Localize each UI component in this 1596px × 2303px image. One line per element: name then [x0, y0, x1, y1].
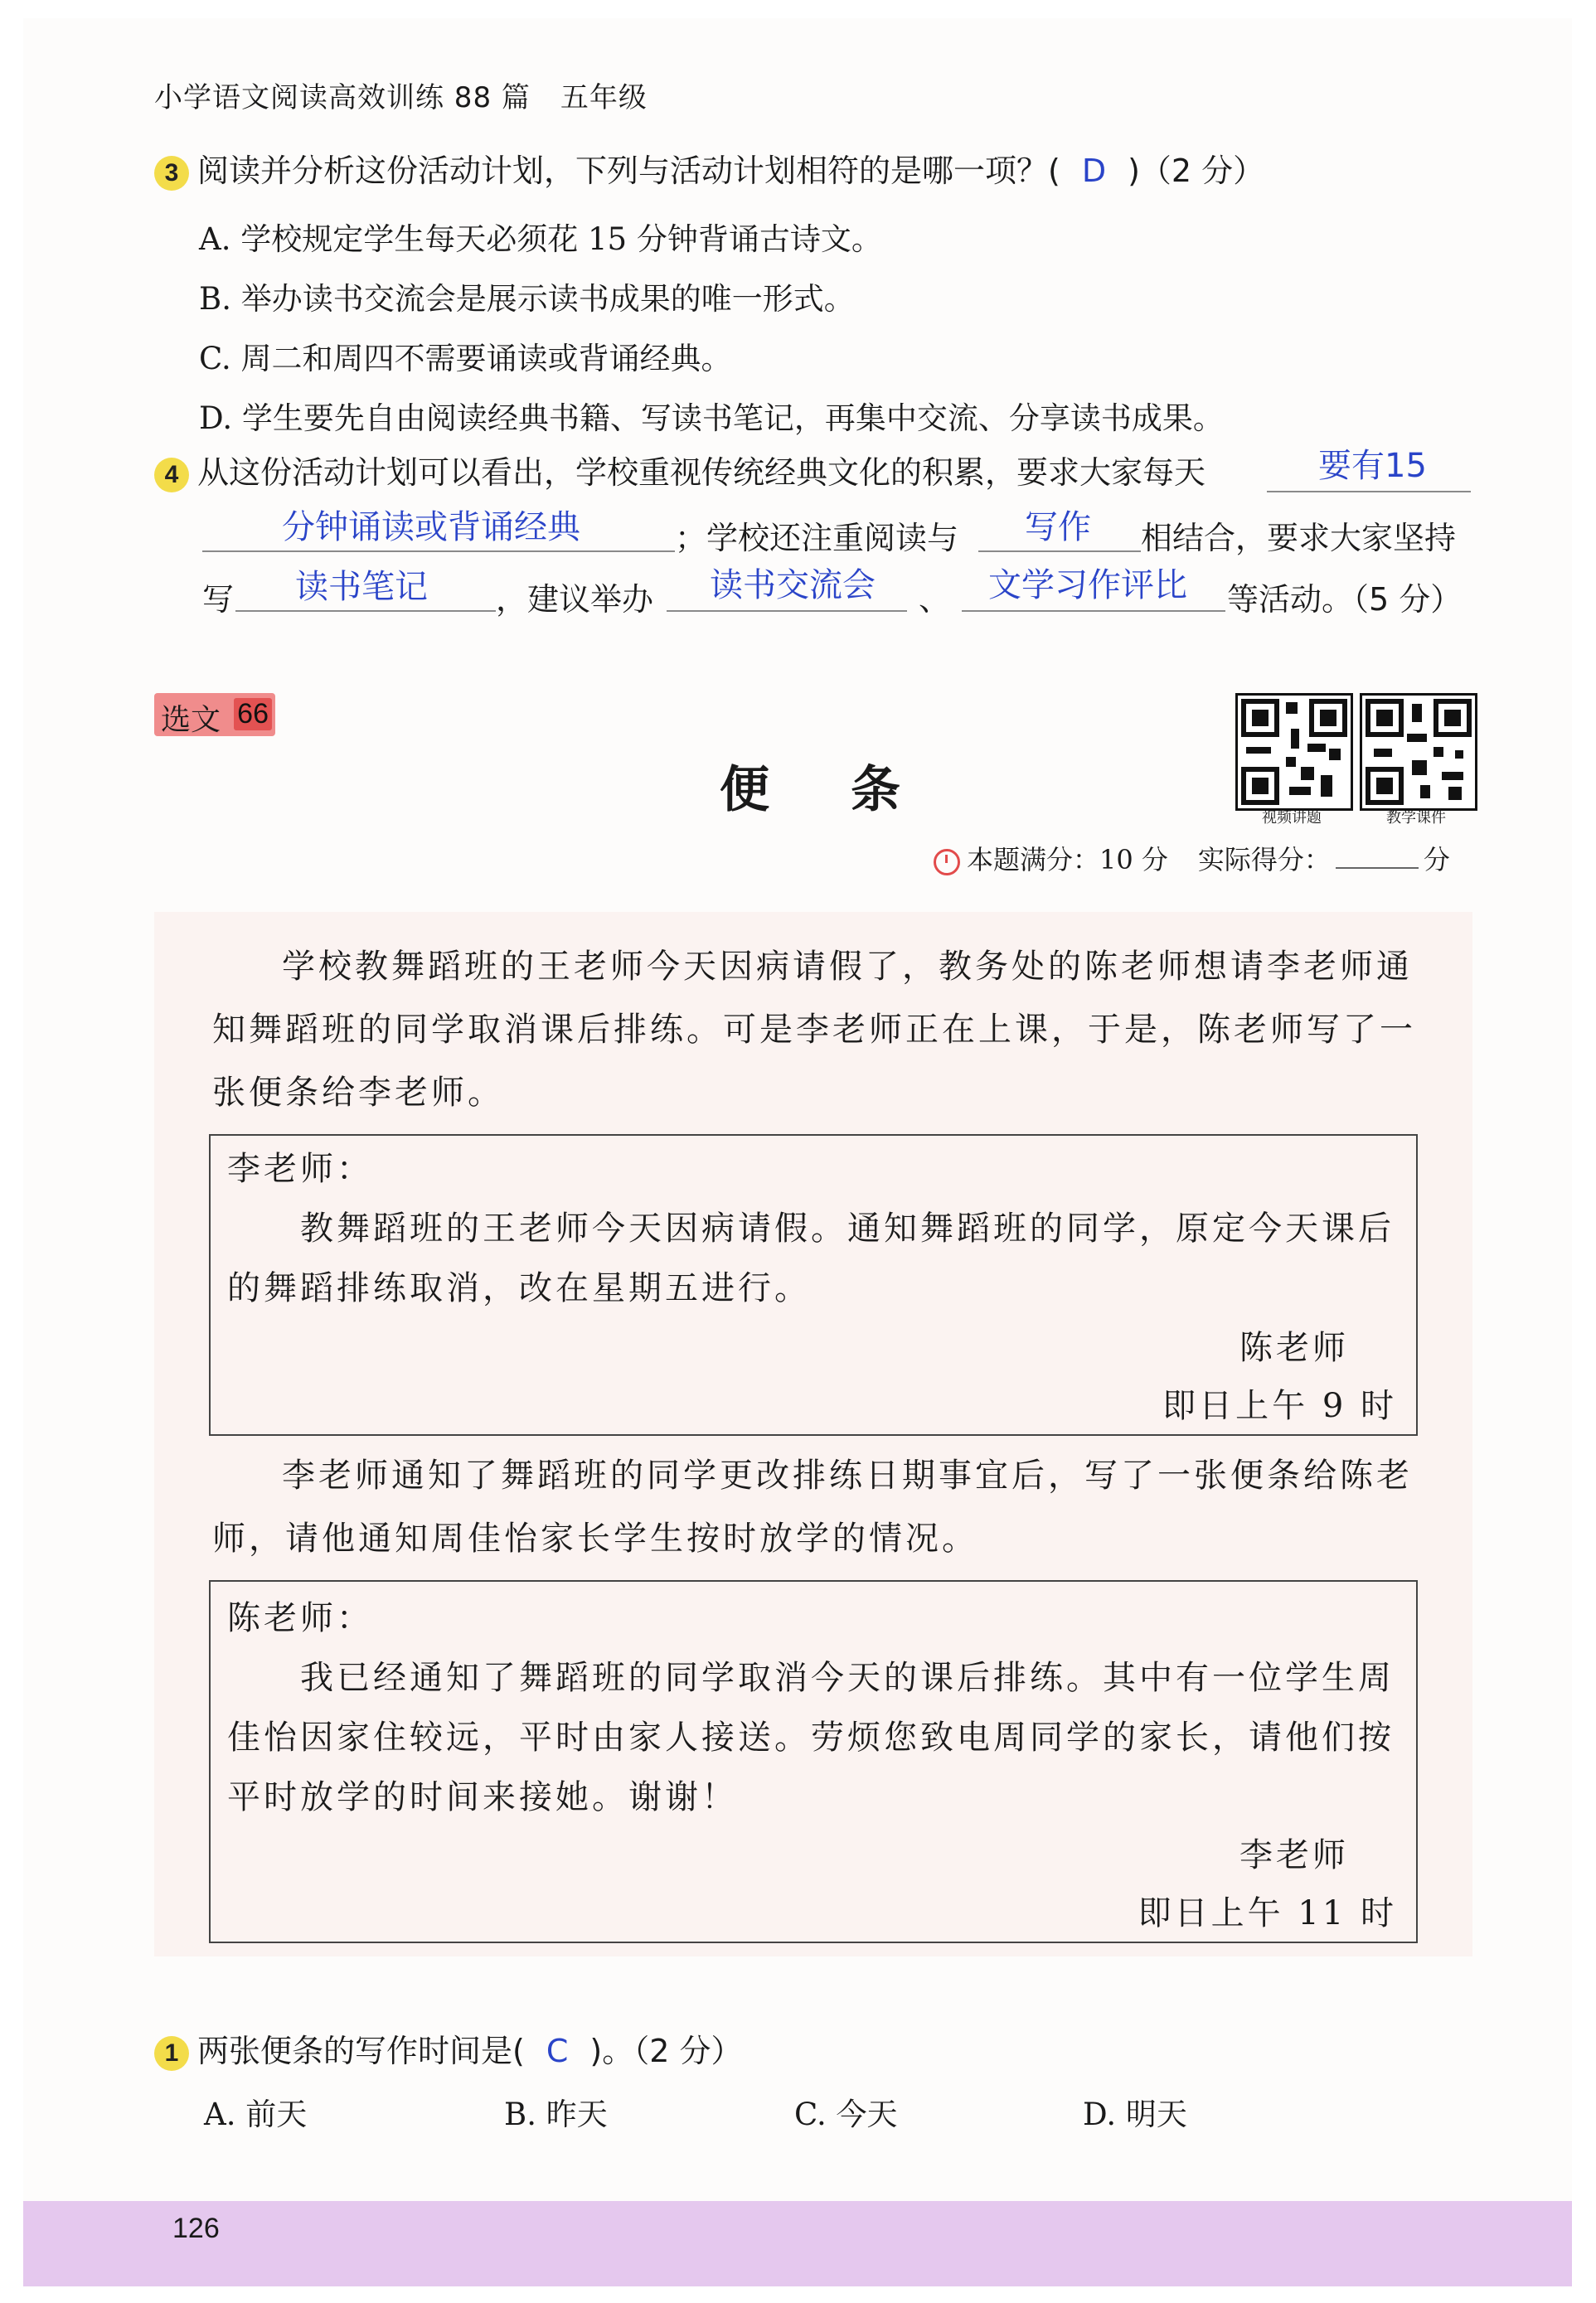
question-number-badge: 3 [154, 156, 189, 191]
question-text: 从这份活动计划可以看出，学校重视传统经典文化的积累，要求大家每天 [197, 454, 1206, 491]
selection-tag [154, 693, 275, 736]
score-unit: 分 [1423, 844, 1450, 875]
text-line: 知舞蹈班的同学取消课后排练。可是李老师正在上课，于是，陈老师写了一 [212, 1011, 1416, 1049]
answer-mark: D [1081, 153, 1107, 189]
note-text-line: 的舞蹈排练取消，改在星期五进行。 [227, 1269, 811, 1307]
note-text-line: 平时放学的时间来接她。谢谢！ [227, 1778, 738, 1816]
qr-code-courseware[interactable] [1360, 693, 1477, 811]
qr-caption: 视频讲题 [1262, 809, 1322, 827]
answer-blank [1267, 491, 1471, 492]
note-text-line: 我已经通知了舞蹈班的同学取消今天的课后排练。其中有一位学生周 [300, 1659, 1395, 1697]
option-c: C. 周二和周四不需要诵读或背诵经典。 [199, 341, 732, 376]
answer-blank [667, 610, 907, 612]
handwritten-answer: 读书笔记 [295, 568, 428, 606]
text-line: 张便条给李老师。 [212, 1074, 504, 1112]
option-d: D. 学生要先自由阅读经典书籍、写读书笔记，再集中交流、分享读书成果。 [199, 400, 1224, 436]
option-d: D. 明天 [1083, 2097, 1187, 2132]
note-time: 即日上午 11 时 [1138, 1894, 1397, 1932]
option-a: A. 前天 [204, 2097, 308, 2132]
option-b: B. 昨天 [504, 2097, 608, 2132]
selection-number: 66 [234, 698, 272, 730]
question-text: 、 [919, 581, 951, 618]
note-signer: 李老师 [1239, 1836, 1349, 1874]
handwritten-answer: 要有15 [1318, 447, 1427, 485]
question-text: 写 [202, 581, 235, 618]
handwritten-answer: 分钟诵读或背诵经典 [282, 508, 580, 546]
question-number-badge: 4 [154, 458, 189, 492]
handwritten-answer: 文学习作评比 [988, 566, 1187, 604]
question-3 [154, 149, 1264, 192]
clock-icon [934, 849, 960, 875]
qr-code-video[interactable] [1235, 693, 1353, 811]
handwritten-answer: 写作 [1025, 508, 1091, 546]
question-score: )（2 分） [1128, 153, 1265, 189]
note-text-line: 教舞蹈班的王老师今天因病请假。通知舞蹈班的同学，原定今天课后 [300, 1210, 1395, 1248]
note-salutation: 李老师： [227, 1150, 373, 1188]
score-blank [1336, 867, 1419, 869]
answer-blank [962, 610, 1225, 612]
page-number: 126 [172, 2213, 220, 2244]
note-time: 即日上午 9 时 [1162, 1387, 1397, 1425]
answer-blank [202, 550, 675, 552]
question-4 [154, 451, 1205, 494]
note-salutation: 陈老师： [227, 1599, 373, 1637]
full-score: 本题满分：10 分 [967, 844, 1168, 875]
question-number-badge: 1 [154, 2036, 189, 2071]
option-c: C. 今天 [794, 2097, 898, 2132]
note-signer: 陈老师 [1239, 1329, 1349, 1367]
note-text-line: 佳怡因家住较远，平时由家人接送。劳烦您致电周同学的家长，请他们按 [227, 1719, 1395, 1757]
question-text: 相结合，要求大家坚持 [1141, 520, 1457, 556]
question-text: ，建议举办 [496, 581, 654, 618]
question-1 [154, 2029, 742, 2073]
option-a: A. 学校规定学生每天必须花 15 分钟背诵古诗文。 [199, 221, 882, 257]
text-line: 学校教舞蹈班的王老师今天因病请假了，教务处的陈老师想请李老师通 [282, 948, 1413, 986]
handwritten-answer: 读书交流会 [710, 566, 876, 604]
option-b: B. 举办读书交流会是展示读书成果的唯一形式。 [199, 281, 855, 317]
paragraph-2 [212, 1444, 1423, 1570]
qr-caption: 教学课件 [1386, 809, 1446, 827]
answer-blank [235, 610, 496, 612]
running-header [154, 75, 648, 115]
text-line: 李老师通知了舞蹈班的同学更改排练日期事宜后，写了一张便条给陈老 [282, 1457, 1413, 1495]
page-footer [23, 2201, 1572, 2286]
passage-title: 便条 [720, 761, 982, 819]
question-stem: 两张便条的写作时间是( [197, 2033, 525, 2069]
question-stem: 阅读并分析这份活动计划，下列与活动计划相符的是哪一项？( [197, 153, 1060, 189]
question-text: 等活动。（5 分） [1227, 581, 1463, 618]
selection-label: 选文 [161, 703, 221, 737]
answer-mark: C [546, 2033, 569, 2069]
actual-score-label: 实际得分： [1197, 844, 1331, 875]
answer-blank [978, 550, 1141, 552]
question-score: )。（2 分） [589, 2033, 743, 2069]
book-title: 小学语文阅读高效训练 88 篇 [154, 81, 531, 114]
text-line: 师，请他通知周佳怡家长学生按时放学的情况。 [212, 1520, 978, 1558]
question-text: ；学校还注重阅读与 [675, 520, 959, 556]
paragraph-1 [212, 935, 1423, 1124]
score-line [934, 839, 1450, 877]
grade-label: 五年级 [560, 81, 648, 114]
